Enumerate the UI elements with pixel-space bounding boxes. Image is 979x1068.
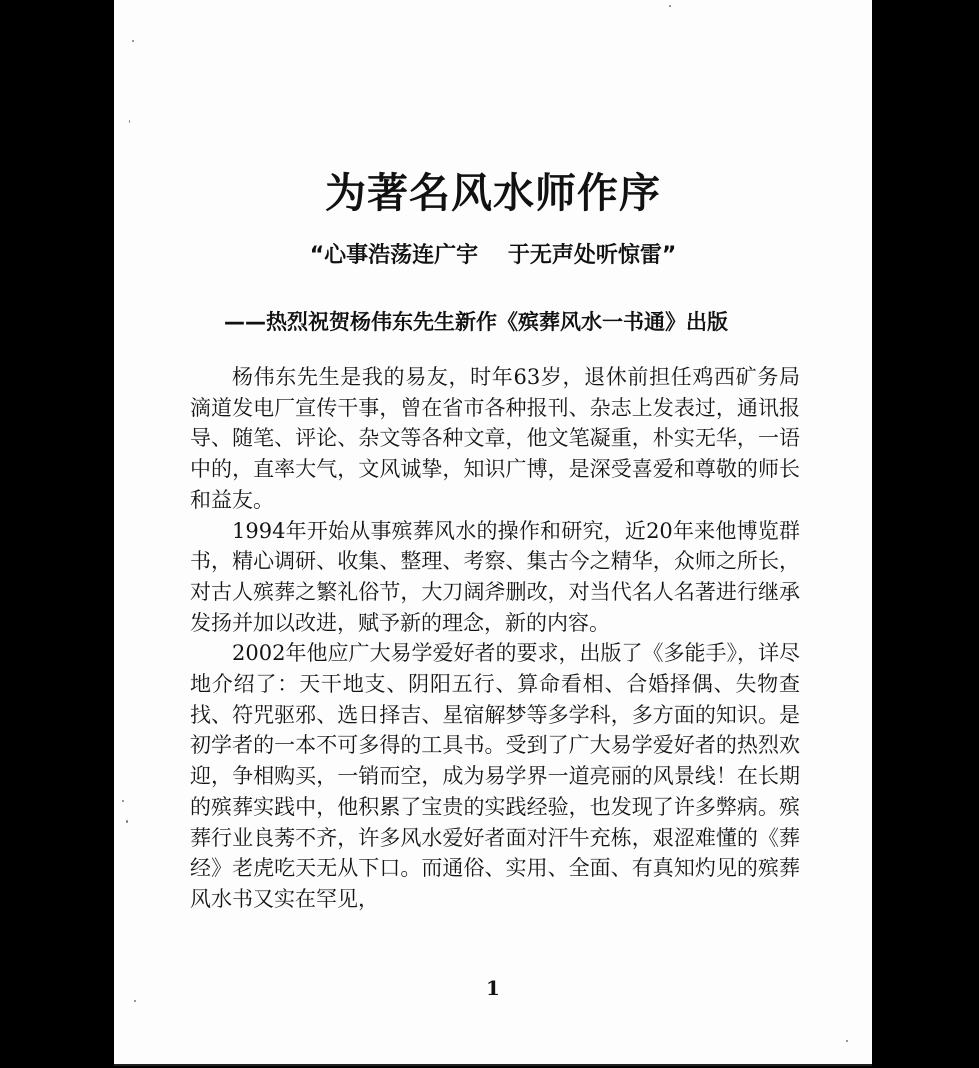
body-text <box>190 362 800 915</box>
page-number: 1 <box>486 976 500 1000</box>
page-title: 为著名风水师作序 <box>325 169 661 217</box>
paragraph: 杨伟东先生是我的易友，时年63岁，退休前担任鸡西矿务局滴道发电厂宣传干事，曾在省市各种报刊、杂志上发表过，通讯报导、随笔、评论、杂文等各种文章，他文笔凝重，朴实无华，一语中的，直率大气，文风诚挚，知识广博，是深受喜爱和尊敬的师长和益友。 <box>190 365 800 512</box>
paragraph: 1994年开始从事殡葬风水的操作和研究，近20年来他博览群书，精心调研、收集、整理、考察、集古今之精华，众师之所长，对古人殡葬之繁礼俗节，大刀阔斧删改，对当代名人名著进行继承发扬并加以改进，赋予新的理念，新的内容。 <box>190 518 800 635</box>
page-edge <box>114 1064 872 1066</box>
scan-speck <box>122 800 124 802</box>
scan-speck <box>129 120 130 123</box>
scan-speck <box>126 820 128 823</box>
paragraph: 2002年他应广大易学爱好者的要求，出版了《多能手》，详尽地介绍了：天干地支、阴阳五行、算命看相、合婚择偶、失物查找、符咒驱邪、选日择吉、星宿解梦等多学科，多方面的知识。是初学者的一本不可多得的工具书。受到了广大易学爱好者的热烈欢迎，争相购买，一销而空，成为易学界一道亮丽的风景线！在长期的殡葬实践中，他积累了宝贵的实践经验，也发现了许多弊病。殡葬行业良莠不齐，许多风水爱好者面对汗牛充栋，艰涩难懂的《葬经》老虎吃天无从下口。而通俗、实用、全面、有真知灼见的殡葬风水书又实在罕见， <box>190 641 800 911</box>
scan-speck <box>846 1040 848 1042</box>
book-page <box>114 0 872 1064</box>
scan-speck <box>132 40 134 42</box>
dedication-line: ——热烈祝贺杨伟东先生新作《殡葬风水一书通》出版 <box>224 310 728 334</box>
subtitle-couplet: “心事浩荡连广宇 于无声处听惊雷” <box>309 243 677 268</box>
scan-speck <box>669 5 671 7</box>
scan-speck <box>134 1000 136 1002</box>
